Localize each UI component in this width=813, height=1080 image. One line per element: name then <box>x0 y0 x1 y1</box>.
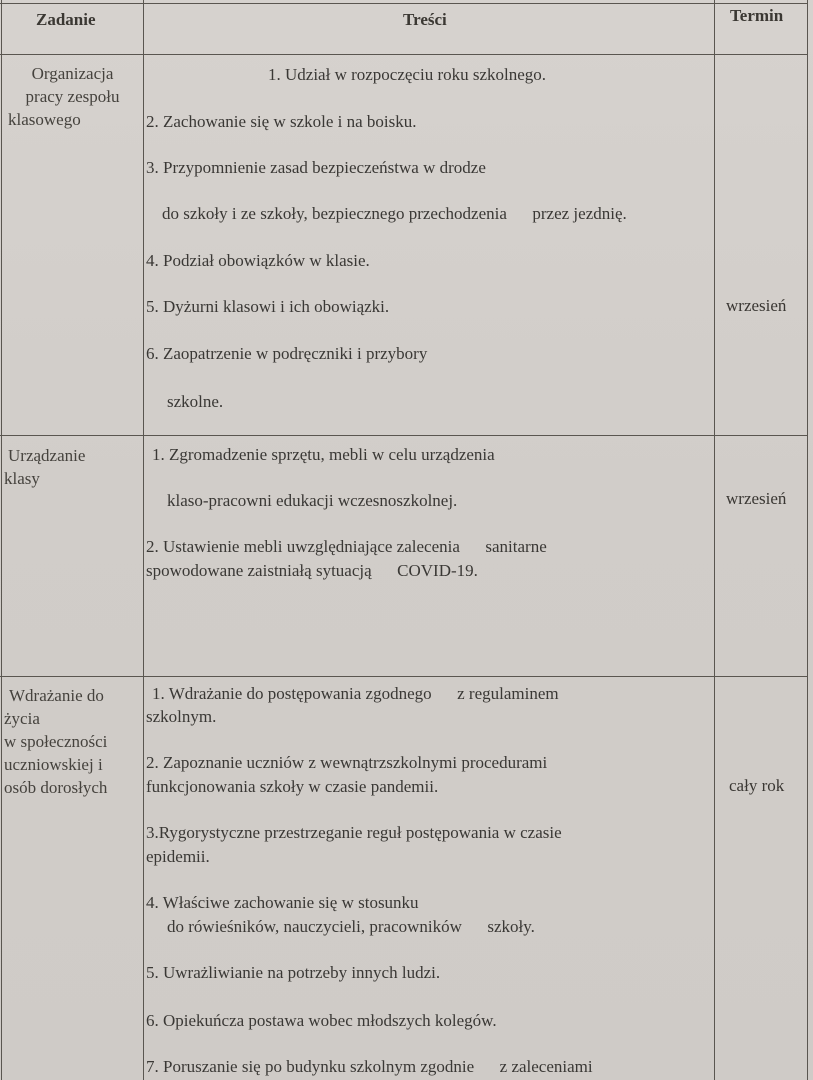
content-line: klaso-pracowni edukacji wczesnoszkolnej. <box>167 491 458 510</box>
content-line: 1. Udział w rozpoczęciu roku szkolnego. <box>268 65 547 84</box>
task-cell-3 <box>4 684 142 799</box>
task-line: w społeczności <box>4 732 108 751</box>
task-line: osób dorosłych <box>4 778 108 797</box>
content-line: 3. Przypomnienie zasad bezpieczeństwa w drodze <box>146 158 486 177</box>
content-line: szkolnym. <box>146 707 217 726</box>
content-line: 6. Zaopatrzenie w podręczniki i przybory <box>146 344 428 363</box>
task-line: uczniowskiej i <box>4 755 103 774</box>
term-cell-1: wrzesień <box>726 296 787 315</box>
row-divider-1 <box>0 435 808 436</box>
task-line: klasowego <box>8 110 81 129</box>
term-cell-3: cały rok <box>729 776 785 795</box>
table-border-right <box>807 0 808 1080</box>
task-line: klasy <box>4 469 40 488</box>
content-line: 3.Rygorystyczne przestrzeganie reguł postępowania w czasie <box>146 823 562 842</box>
content-line: 1. Zgromadzenie sprzętu, mebli w celu urządzenia <box>152 445 495 464</box>
task-cell-1 <box>2 62 143 131</box>
content-line: 5. Uwrażliwianie na potrzeby innych ludzi. <box>146 963 441 982</box>
task-line: pracy zespołu <box>25 87 120 106</box>
content-line: 2. Ustawienie mebli uwzględniające zalecenia sanitarne <box>146 537 547 556</box>
header-term: Termin <box>730 6 784 25</box>
task-line: Urządzanie <box>8 446 86 465</box>
header-content: Treści <box>403 10 447 29</box>
term-cell-2: wrzesień <box>726 489 787 508</box>
content-line: 4. Właściwe zachowanie się w stosunku <box>146 893 419 912</box>
header-task: Zadanie <box>36 10 96 29</box>
content-line: 1. Wdrażanie do postępowania zgodnego z regulaminem <box>152 684 559 703</box>
column-divider-2 <box>714 0 715 1080</box>
content-line: epidemii. <box>146 847 210 866</box>
content-line: 7. Poruszanie się po budynku szkolnym zgodnie z zaleceniami <box>146 1057 593 1076</box>
content-line: do rówieśników, nauczycieli, pracowników szkoły. <box>167 917 535 936</box>
content-line: 2. Zachowanie się w szkole i na boisku. <box>146 112 417 131</box>
task-cell-2 <box>4 444 142 490</box>
content-line: funkcjonowania szkoły w czasie pandemii. <box>146 777 439 796</box>
table-border-left <box>1 0 2 1080</box>
task-line: życia <box>4 709 40 728</box>
row-divider-2 <box>0 676 808 677</box>
content-line: 6. Opiekuńcza postawa wobec młodszych kolegów. <box>146 1011 497 1030</box>
header-top-border <box>0 3 808 4</box>
task-line: Wdrażanie do <box>9 686 104 705</box>
content-line: 5. Dyżurni klasowi i ich obowiązki. <box>146 297 390 316</box>
content-line: 4. Podział obowiązków w klasie. <box>146 251 370 270</box>
task-line: Organizacja <box>31 64 114 83</box>
content-line: spowodowane zaistniałą sytuacją COVID-19. <box>146 561 478 580</box>
content-line: 2. Zapoznanie uczniów z wewnątrzszkolnymi procedurami <box>146 753 548 772</box>
header-bottom-border <box>0 54 808 55</box>
content-line: do szkoły i ze szkoły, bezpiecznego przechodzenia przez jezdnię. <box>162 204 627 223</box>
content-line: szkolne. <box>167 392 224 411</box>
column-divider-1 <box>143 0 144 1080</box>
